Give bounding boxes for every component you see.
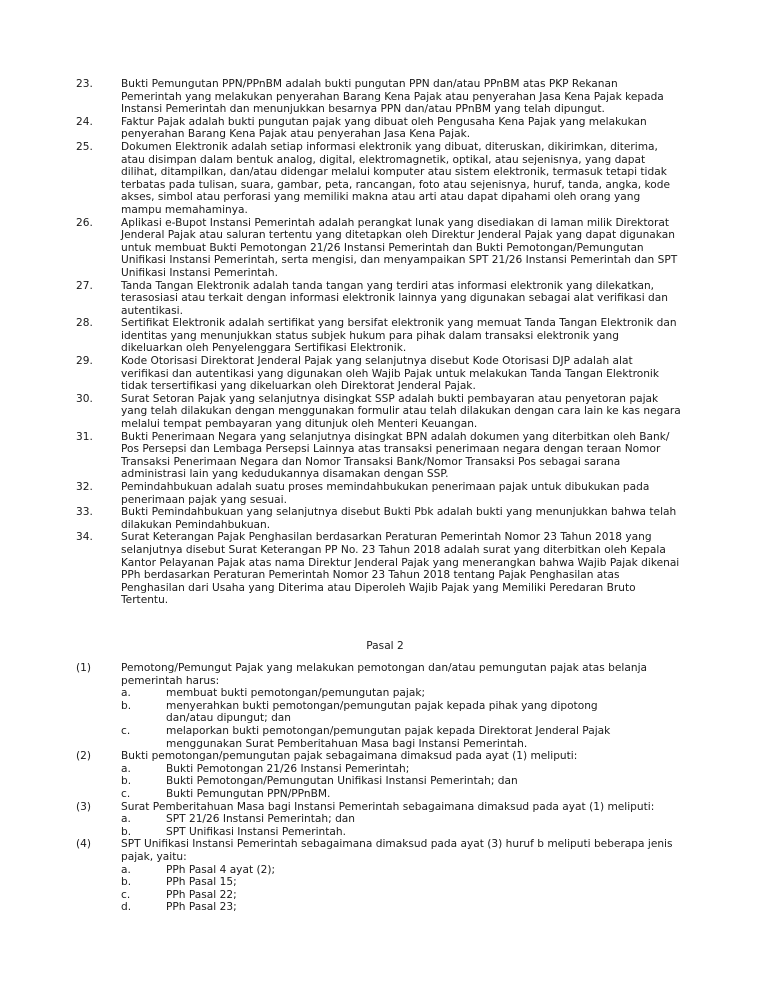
definition-text: Aplikasi e-Bupot Instansi Pemerintah adalah perangkat lunak yang disediakan di laman milik Direktorat Jenderal Pajak atau saluran tertentu yang ditetapkan oleh Direktur Jenderal Pajak yang dapat digunakan untuk membuat Bukti Pemotongan 21/26 Instansi Pemerintah dan Bukti Pemotongan/Pemungutan Unifikasi Instansi Pemerintah, serta mengisi, dan menyampaikan SPT 21/26 Instansi Pemerintah dan SPT Unifikasi Instansi Pemerintah. — [121, 216, 678, 279]
definition-item — [76, 78, 686, 116]
definition-number: 28. — [76, 317, 93, 330]
definition-item — [76, 431, 686, 481]
definition-text: Bukti Pemindahbukuan yang selanjutnya disebut Bukti Pbk adalah bukti yang menunjukkan bahwa telah dilakukan Pemindahbukuan. — [121, 506, 677, 531]
sub-text: PPh Pasal 15; — [166, 876, 237, 889]
sub-item — [121, 775, 686, 788]
definition-number: 26. — [76, 216, 93, 229]
definition-number: 33. — [76, 506, 93, 519]
sub-text: Bukti Pemotongan 21/26 Instansi Pemerintah; — [166, 762, 410, 775]
definition-item — [76, 280, 686, 318]
ayat-item — [76, 801, 686, 839]
definition-text: Pemindahbukuan adalah suatu proses memindahbukukan penerimaan pajak untuk dibukukan pada penerimaan pajak yang sesuai. — [121, 481, 650, 506]
sub-item — [121, 889, 686, 902]
ayat-item — [76, 662, 686, 750]
sub-item — [121, 813, 686, 826]
sub-item — [121, 788, 686, 801]
ayat-item — [76, 750, 686, 800]
sub-text: melaporkan bukti pemotongan/pemungutan pajak kepada Direktorat Jenderal Pajak menggunakan Surat Pemberitahuan Masa bagi Instansi Pemerintah. — [166, 724, 611, 750]
definition-text: Bukti Pemungutan PPN/PPnBM adalah bukti pungutan PPN dan/atau PPnBM atas PKP Rekanan Pemerintah yang melakukan penyerahan Barang Kena Pajak atau penyerahan Jasa Kena Pajak kepada Instansi Pemerintah dan menunjukkan besarnya PPN dan/atau PPnBM yang telah dipungut. — [121, 78, 664, 116]
sub-letter: b. — [121, 876, 132, 889]
sub-item — [121, 725, 686, 750]
definition-item — [76, 506, 686, 531]
sub-item — [121, 901, 686, 914]
definition-text: Surat Keterangan Pajak Penghasilan berdasarkan Peraturan Pemerintah Nomor 23 Tahun 2018 yang selanjutnya disebut Surat Keterangan PP No. 23 Tahun 2018 adalah surat yang diterbitkan oleh Kepala Kantor Pelayanan Pajak atas nama Direktur Jenderal Pajak yang menerangkan bahwa Wajib Pajak dikenai PPh berdasarkan Peraturan Pemerintah Nomor 23 Tahun 2018 tentang Pajak Penghasilan atas Penghasilan dari Usaha yang Diterima atau Diperoleh Wajib Pajak yang Memiliki Peredaran Bruto Tertentu. — [121, 531, 680, 607]
ayat-number: (2) — [76, 750, 92, 763]
sub-letter: b. — [121, 699, 132, 712]
sub-letter: c. — [121, 724, 131, 737]
sub-letter: c. — [121, 787, 131, 800]
sub-text: SPT 21/26 Instansi Pemerintah; dan — [166, 813, 356, 826]
sub-letter: a. — [121, 813, 131, 826]
definition-item — [76, 393, 686, 431]
ayat-number: (4) — [76, 838, 92, 851]
definitions-list — [76, 78, 686, 607]
ayat-body — [121, 801, 686, 839]
definition-number: 34. — [76, 531, 93, 544]
definition-text: Kode Otorisasi Direktorat Jenderal Pajak yang selanjutnya disebut Kode Otorisasi DJP adalah alat verifikasi dan autentikasi yang digunakan oleh Wajib Pajak untuk melakukan Tanda Tangan Elektronik tidak tersertifikasi yang dikeluarkan oleh Direktorat Jenderal Pajak. — [121, 355, 660, 393]
sub-text: PPh Pasal 23; — [166, 901, 237, 914]
definition-item — [76, 116, 686, 141]
sub-text: SPT Unifikasi Instansi Pemerintah. — [166, 825, 346, 838]
sub-text: PPh Pasal 4 ayat (2); — [166, 863, 276, 876]
definition-number: 25. — [76, 140, 93, 153]
sub-text: membuat bukti pemotongan/pemungutan pajak; — [166, 687, 426, 700]
ayat-body — [121, 750, 686, 800]
sub-letter: a. — [121, 762, 131, 775]
ayat-number: (1) — [76, 662, 92, 674]
sub-letter: a. — [121, 687, 131, 700]
definition-text: Bukti Penerimaan Negara yang selanjutnya disingkat BPN adalah dokumen yang diterbitkan oleh Bank/ Pos Persepsi dan Lembaga Persepsi Lainnya atas transaksi penerimaan negara dengan teraan Nomor Transaksi Penerimaan Negara dan Nomor Transaksi Bank/Nomor Transaksi Pos sebagai sarana administrasi lain yang kedudukannya disamakan dengan SSP. — [121, 430, 670, 481]
definition-number: 32. — [76, 481, 93, 493]
definition-number: 30. — [76, 392, 93, 405]
definition-item — [76, 355, 686, 393]
sub-text: Bukti Pemotongan/Pemungutan Unifikasi Instansi Pemerintah; dan — [166, 775, 518, 788]
sub-item — [121, 763, 686, 776]
definition-number: 27. — [76, 279, 93, 292]
definition-number: 31. — [76, 430, 93, 443]
definition-item — [76, 531, 686, 607]
sub-text: menyerahkan bukti pemotongan/pemungutan pajak kepada pihak yang dipotong dan/atau dipungut; dan — [166, 699, 598, 725]
definition-item — [76, 217, 686, 280]
definition-item — [76, 141, 686, 217]
definition-number: 24. — [76, 115, 93, 128]
definition-text: Faktur Pajak adalah bukti pungutan pajak yang dibuat oleh Pengusaha Kena Pajak yang melakukan penyerahan Barang Kena Pajak atau penyerahan Jasa Kena Pajak. — [121, 115, 647, 141]
sub-letter: c. — [121, 888, 131, 901]
ayat-text: Pemotong/Pemungut Pajak yang melakukan pemotongan dan/atau pemungutan pajak atas belanja pemerintah harus: — [121, 662, 648, 687]
ayat-text: Bukti pemotongan/pemungutan pajak sebagaimana dimaksud pada ayat (1) meliputi: — [121, 750, 578, 763]
ayat-text: SPT Unifikasi Instansi Pemerintah sebagaimana dimaksud pada ayat (3) huruf b meliputi beberapa jenis pajak, yaitu: — [121, 838, 673, 863]
definition-number: 23. — [76, 78, 93, 90]
definition-item — [76, 481, 686, 506]
pasal-body — [76, 662, 686, 914]
ayat-text: Surat Pemberitahuan Masa bagi Instansi Pemerintah sebagaimana dimaksud pada ayat (1) meliputi: — [121, 800, 655, 813]
sub-letter: b. — [121, 825, 132, 838]
ayat-number: (3) — [76, 800, 92, 813]
pasal-title: Pasal 2 — [366, 640, 404, 652]
definition-text: Dokumen Elektronik adalah setiap informasi elektronik yang dibuat, diteruskan, dikirimkan, diterima, atau disimpan dalam bentuk analog, digital, elektromagnetik, optikal, atau sejenisnya, yang dapat dilihat, ditampilkan, dan/atau didengar melalui komputer atau sistem elektronik, termasuk tetapi tidak terbatas pada tulisan, suara, gambar, peta, rancangan, foto atau sejenisnya, huruf, tanda, angka, kode akses, simbol atau perforasi yang memiliki makna atau arti atau dapat dipahami oleh orang yang mampu memahaminya. — [121, 140, 670, 216]
sub-item — [121, 864, 686, 877]
sub-letter: b. — [121, 775, 132, 788]
definition-text: Tanda Tangan Elektronik adalah tanda tangan yang terdiri atas informasi elektronik yang dilekatkan, terasosiasi atau terkait dengan informasi elektronik lainnya yang digunakan sebagai alat verifikasi dan autentikasi. — [121, 279, 668, 317]
sub-letter: d. — [121, 901, 132, 914]
definition-text: Sertifikat Elektronik adalah sertifikat yang bersifat elektronik yang memuat Tanda Tangan Elektronik dan identitas yang menunjukkan status subjek hukum para pihak dalam transaksi elektronik yang dikeluarkan oleh Penyelenggara Sertifikasi Elektronik. — [121, 317, 677, 355]
sub-item — [121, 876, 686, 889]
ayat-body — [121, 662, 686, 750]
definition-number: 29. — [76, 355, 93, 368]
sub-item — [121, 700, 686, 725]
sub-letter: a. — [121, 863, 131, 876]
sub-item — [121, 687, 686, 700]
sub-text: PPh Pasal 22; — [166, 888, 237, 901]
definition-item — [76, 317, 686, 355]
sub-item — [121, 826, 686, 839]
ayat-body — [121, 838, 686, 914]
definition-text: Surat Setoran Pajak yang selanjutnya disingkat SSP adalah bukti pembayaran atau penyetoran pajak yang telah dilakukan dengan menggunakan formulir atau telah dilakukan dengan cara lain ke kas negara melalui tempat pembayaran yang ditunjuk oleh Menteri Keuangan. — [121, 392, 681, 431]
sub-text: Bukti Pemungutan PPN/PPnBM. — [166, 787, 331, 800]
ayat-item — [76, 838, 686, 914]
